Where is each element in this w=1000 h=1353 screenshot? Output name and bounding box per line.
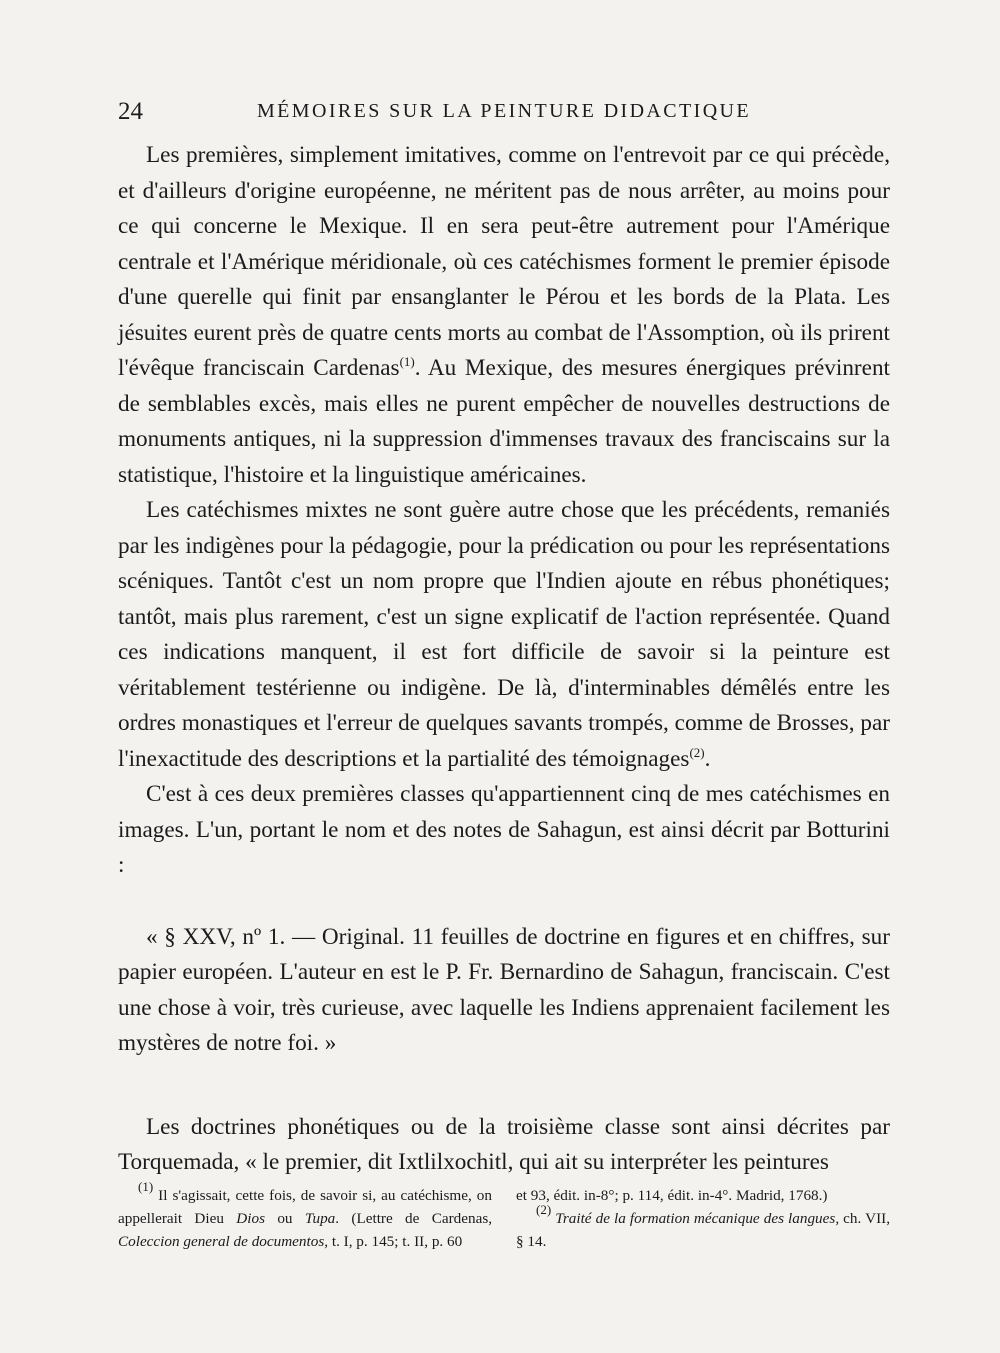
- footnote-1-text-c: , t. I, p. 145; t. II, p. 60: [324, 1233, 463, 1250]
- footnote-1-text-a: Il s'agissait, cette fois, de savoir si, au catéchisme, on appellerait Dieu: [118, 1187, 492, 1227]
- footnote-2-marker: (2): [536, 1202, 552, 1217]
- footnotes: [118, 1179, 890, 1253]
- footnote-1-dios: Dios: [236, 1210, 265, 1227]
- footnote-2-title: Traité de la formation mécanique des langues: [551, 1210, 836, 1227]
- paragraph-2-text-a: Les catéchismes mixtes ne sont guère autre chose que les précédents, remaniés par les indigènes pour la pédagogie, pour la prédication ou pour les représentations scéniques. Tantôt c'est un nom propre que l'Indien ajoute en rébus phonétiques; tantôt, mais plus rarement, c'est un signe explicatif de l'action représentée. Quand ces indications manquent, il est fort difficile de savoir si la peinture est véritablement testérienne ou indigène. De là, d'interminables démêlés entre les ordres monastiques et l'erreur de quelques savants trompés, comme de Brosses, par l'inexactitude des descriptions et la partialité des témoignages: [118, 497, 890, 772]
- footnote-1-tupa: Tupa: [304, 1210, 336, 1227]
- footnote-1-ou: ou: [265, 1210, 305, 1227]
- footnote-ref-2: (2): [689, 744, 705, 760]
- footnote-column-left: [118, 1179, 493, 1253]
- footnote-1-continuation: et 93, édit. in-8°; p. 114, édit. in-4°. Madrid, 1768.): [516, 1187, 828, 1204]
- botturini-quote: « § XXV, nº 1. — Original. 11 feuilles de doctrine en figures et en chiffres, sur papier européen. L'auteur en est le P. Fr. Bernardino de Sahagun, franciscain. C'est une chose à voir, très curieuse, avec laquelle les Indiens apprenaient facilement les mystères de notre foi. »: [118, 923, 890, 1056]
- running-head: [118, 98, 890, 128]
- paragraph-2: [118, 493, 890, 777]
- footnote-column-right: [516, 1184, 890, 1253]
- paragraph-3: C'est à ces deux premières classes qu'appartiennent cinq de mes catéchismes en images. L'un, portant le nom et des notes de Sahagun, est ainsi décrit par Botturini :: [118, 781, 890, 878]
- paragraph-1-text-a: Les premières, simplement imitatives, comme on l'entrevoit par ce qui précède, et d'ailleurs d'origine européenne, ne méritent pas de nous arrêter, au moins pour ce qui concerne le Mexique. Il en sera peut-être autrement pour l'Amérique centrale et l'Amérique méridionale, où ces catéchismes forment le premier épisode d'une querelle qui finit par ensanglanter le Pérou et les bords de la Plata. Les jésuites eurent près de quatre cents morts au combat de l'Assomption, où ils prirent l'évêque franciscain Cardenas: [118, 142, 890, 381]
- running-title: MÉMOIRES SUR LA PEINTURE DIDACTIQUE: [257, 100, 751, 122]
- footnote-1-coleccion: Coleccion general de documentos: [118, 1233, 325, 1250]
- footnote-2: [516, 1202, 890, 1253]
- paragraph-1-text-b: . Au Mexique, des mesures énergiques prévinrent de semblables excès, mais elles ne purent empêcher de nouvelles destructions de monuments antiques, ni la suppression d'immenses travaux des franciscains sur la statistique, l'histoire et la linguistique américaines.: [118, 355, 890, 488]
- footnote-ref-1: (1): [399, 354, 415, 369]
- footnote-2-text: , ch. VII, § 14.: [516, 1210, 890, 1250]
- footnote-1: [118, 1179, 493, 1253]
- footnote-1-text-b: . (Lettre de Cardenas,: [335, 1210, 493, 1227]
- paragraph-2-text-b: .: [704, 745, 711, 772]
- footnote-1-marker: (1): [138, 1179, 154, 1194]
- page-number: 24: [118, 98, 143, 125]
- paragraph-4: Les doctrines phonétiques ou de la troisième classe sont ainsi décrites par Torquemada, « le premier, dit Ixtlilxochitl, qui ait su interpréter les peintures: [118, 1113, 890, 1175]
- paragraph-1: [118, 138, 890, 493]
- body-text: [118, 138, 890, 1181]
